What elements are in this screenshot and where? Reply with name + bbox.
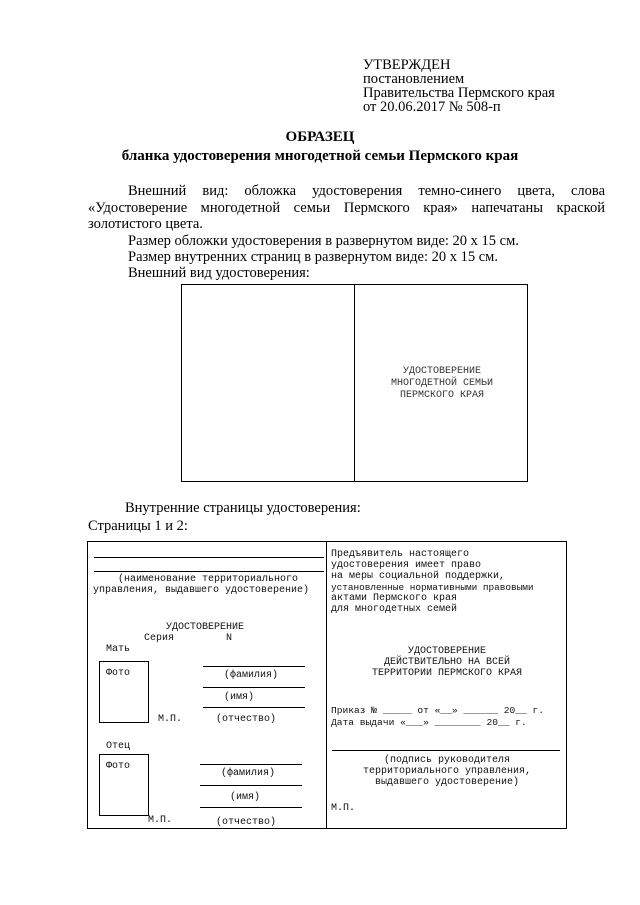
inner-pages-outline <box>87 541 567 829</box>
mother-patronymic-caption: (отчество) <box>216 714 277 725</box>
approval-block <box>363 58 555 114</box>
mother-label: Мать <box>106 644 131 655</box>
validity-line-3: ТЕРРИТОРИИ ПЕРМСКОГО КРАЯ <box>371 668 523 679</box>
rights-text-4: установленные нормативными правовыми <box>331 582 534 593</box>
cover-fold-line <box>354 285 355 481</box>
description-line-2: «Удостоверение многодетной семьи Пермского края» напечатаны краской <box>88 200 605 216</box>
document-subtitle: бланка удостоверения многодетной семьи Пермского края <box>121 148 519 164</box>
rights-text-2: удостоверения имеет право <box>331 560 482 571</box>
pages-label: Страницы 1 и 2: <box>88 518 188 534</box>
cover-text <box>357 366 527 402</box>
signature-caption-1: (подпись руководителя <box>383 755 511 766</box>
appearance-label: Внешний вид удостоверения: <box>128 265 310 281</box>
inner-size-text: Размер внутренних страниц в развернутом виде: 20 х 15 см. <box>128 249 498 265</box>
mother-surname-line <box>203 666 305 667</box>
mother-stamp: М.П. <box>158 714 183 725</box>
father-patronymic-line <box>200 807 302 808</box>
description-line-3: золотистого цвета. <box>88 216 203 232</box>
cert-title: УДОСТОВЕРЕНИЕ <box>166 622 245 633</box>
father-stamp: М.П. <box>148 815 173 826</box>
mother-photo-label: Фото <box>106 668 131 679</box>
mother-patronymic-line <box>203 707 305 708</box>
issue-date-line: Дата выдачи «___» ________ 20__ г. <box>331 717 527 728</box>
cover-line-3: ПЕРМСКОГО КРАЯ <box>399 390 484 401</box>
father-label: Отец <box>106 741 131 752</box>
approval-title: УТВЕРЖДЕН <box>363 57 451 73</box>
approval-line-3: Правительства Пермского края <box>363 85 555 101</box>
father-surname-caption: (фамилия) <box>221 768 276 779</box>
cover-size-text: Размер обложки удостоверения в развернутом виде: 20 х 15 см. <box>128 233 519 249</box>
mother-name-caption: (имя) <box>224 692 255 703</box>
mother-photo-box <box>99 661 149 723</box>
rights-text-5: актами Пермского края <box>331 593 458 604</box>
inner-fold-line <box>326 542 327 828</box>
validity-line-2: ДЕЙСТВИТЕЛЬНО НА ВСЕЙ <box>383 657 511 668</box>
father-name-line <box>200 785 302 786</box>
number-label: N <box>226 633 233 644</box>
description-line-1: Внешний вид: обложка удостоверения темно-синего цвета, слова <box>128 183 605 199</box>
signature-line <box>332 750 560 751</box>
signature-stamp: М.П. <box>331 803 356 814</box>
org-caption-2: управления, выдавшего удостоверение) <box>93 585 310 596</box>
approval-line-4: от 20.06.2017 № 508-п <box>363 99 501 115</box>
validity-line-1: УДОСТОВЕРЕНИЕ <box>407 646 486 657</box>
cover-line-1: УДОСТОВЕРЕНИЕ <box>402 366 481 377</box>
rights-text-3: на меры социальной поддержки, <box>331 571 506 582</box>
signature-caption-2: территориального управления, <box>362 766 532 777</box>
rights-text-6: для многодетных семей <box>331 604 458 615</box>
father-name-caption: (имя) <box>230 792 261 803</box>
rights-text-1: Предъявитель настоящего <box>331 549 470 560</box>
order-line: Приказ № _____ от «__» ______ 20__ г. <box>331 705 545 716</box>
org-line-2 <box>94 571 324 572</box>
document-title: ОБРАЗЕЦ <box>285 129 355 145</box>
cover-line-2: МНОГОДЕТНОЙ СЕМЬИ <box>390 378 494 389</box>
series-label: Серия <box>144 633 175 644</box>
inner-pages-heading: Внутренние страницы удостоверения: <box>125 500 361 516</box>
signature-caption-3: выдавшего удостоверение) <box>374 777 520 788</box>
father-patronymic-caption: (отчество) <box>216 817 277 828</box>
father-photo-box <box>99 754 149 816</box>
father-photo-label: Фото <box>106 761 131 772</box>
father-surname-line <box>200 764 302 765</box>
mother-name-line <box>203 687 305 688</box>
org-caption-1: (наименование территориального <box>118 574 299 585</box>
mother-surname-caption: (фамилия) <box>224 670 279 681</box>
approval-line-2: постановлением <box>363 71 465 87</box>
cover-outline <box>181 284 528 482</box>
org-line-1 <box>94 557 324 558</box>
